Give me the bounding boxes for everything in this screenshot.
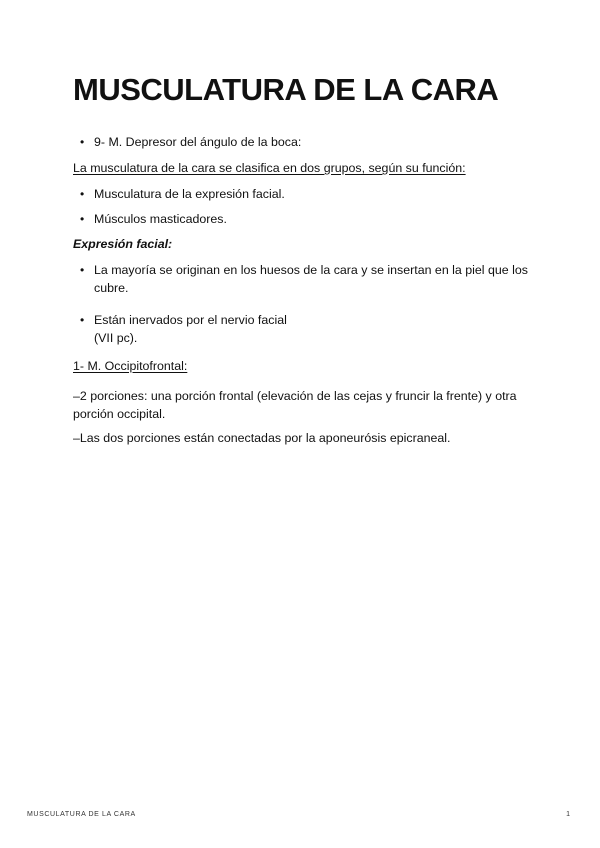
section-heading: Expresión facial: bbox=[73, 237, 173, 251]
page-title: MUSCULATURA DE LA CARA bbox=[73, 72, 499, 107]
groups-list bbox=[73, 185, 533, 228]
footer-title: MUSCULATURA DE LA CARA bbox=[27, 811, 136, 818]
expression-list bbox=[73, 261, 533, 347]
note-paragraph: –2 porciones: una porción frontal (elevación de las cejas y fruncir la frente) y otra porción occipital. bbox=[73, 389, 517, 421]
list-item-line: (VII pc). bbox=[94, 331, 138, 345]
top-list bbox=[73, 133, 533, 151]
list-item: • Músculos masticadores. bbox=[73, 210, 533, 228]
list-item-line: Están inervados por el nervio facial bbox=[94, 313, 287, 327]
note-paragraph: –Las dos porciones están conectadas por la aponeurósis epicraneal. bbox=[73, 431, 451, 445]
list-item bbox=[73, 311, 533, 347]
document-body bbox=[73, 133, 533, 447]
list-item: • 9- M. Depresor del ángulo de la boca: bbox=[73, 133, 533, 151]
intro-text: La musculatura de la cara se clasifica en dos grupos, según su función: bbox=[73, 161, 466, 175]
page-number: 1 bbox=[566, 811, 570, 818]
list-item: • Musculatura de la expresión facial. bbox=[73, 185, 533, 203]
list-item: • La mayoría se originan en los huesos de la cara y se insertan en la piel que los cubre. bbox=[73, 261, 533, 297]
subheading: 1- M. Occipitofrontal: bbox=[73, 359, 188, 373]
